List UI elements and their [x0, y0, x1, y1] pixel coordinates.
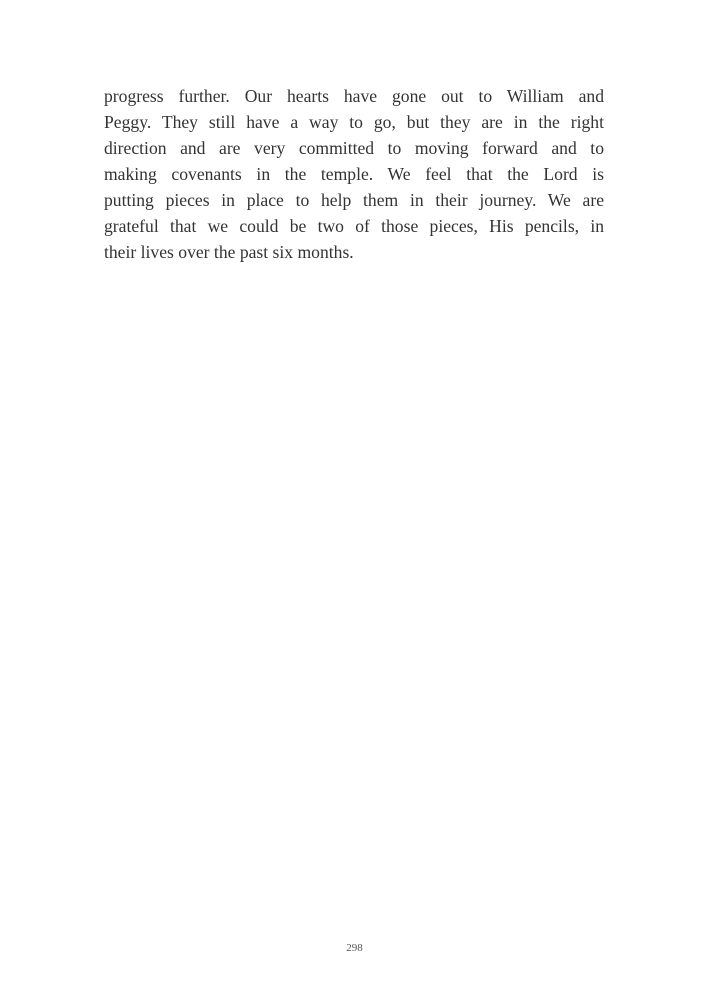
body-paragraph [104, 83, 604, 265]
paragraph-line-4: making covenants in the temple. We feel that the Lord is [104, 164, 604, 184]
paragraph-line-7: their lives over the past six months. [104, 242, 354, 262]
page-number: 298 [346, 942, 363, 954]
paragraph-line-3: direction and are very committed to moving forward and to [104, 138, 604, 158]
paragraph-line-2: Peggy. They still have a way to go, but they are in the right [104, 112, 604, 132]
paragraph-line-6: grateful that we could be two of those pieces, His pencils, in [104, 216, 604, 236]
paragraph-line-1: progress further. Our hearts have gone out to William and [104, 86, 604, 106]
paragraph-line-5: putting pieces in place to help them in their journey. We are [104, 190, 604, 210]
